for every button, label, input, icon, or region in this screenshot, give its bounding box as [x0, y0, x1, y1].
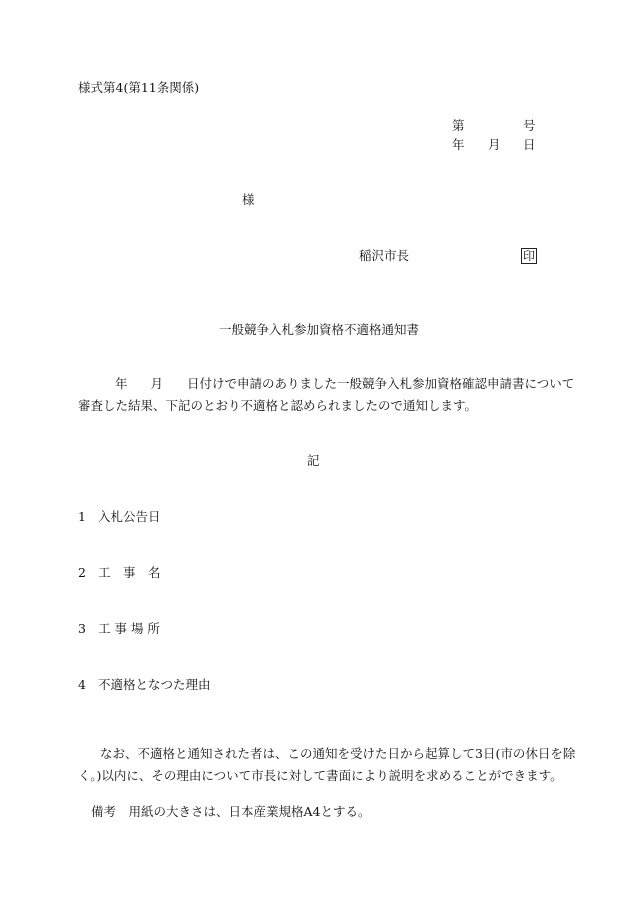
- item-number: 3: [78, 621, 86, 636]
- item-label: 工 事 場 所: [98, 621, 160, 636]
- reference-dai: 第: [452, 118, 465, 133]
- item-1: [78, 511, 161, 524]
- intro-year: 年: [115, 376, 128, 391]
- item-label: 工 事 名: [98, 565, 161, 580]
- item-2: [78, 567, 161, 580]
- item-label: 不適格となつた理由: [98, 677, 211, 692]
- issuer-name: 稲沢市長: [359, 248, 410, 263]
- intro-line-2: 審査した結果、下記のとおり不適格と認められましたので通知します。: [78, 398, 478, 413]
- note-line-1: なお、不適格と通知された者は、この通知を受けた日から起算して3日(市の休日を除: [100, 746, 576, 761]
- seal-mark: 印: [523, 249, 536, 263]
- date-day: 日: [523, 137, 536, 152]
- issuer-seal: [519, 248, 537, 264]
- item-number: 1: [78, 509, 86, 524]
- item-number: 4: [78, 677, 86, 692]
- item-number: 2: [78, 565, 86, 580]
- reference-go: 号: [523, 118, 536, 133]
- intro-text: 日付けで申請のありました一般競争入札参加資格確認申請書について: [187, 376, 575, 391]
- item-3: [78, 623, 160, 636]
- reference-number-line: [452, 118, 536, 133]
- item-label: 入札公告日: [98, 509, 161, 524]
- document-title: 一般競争入札参加資格不適格通知書: [219, 322, 420, 337]
- remark: 備考 用紙の大きさは、日本産業規格A4とする。: [91, 804, 371, 819]
- date-month: 月: [488, 137, 501, 152]
- note-line-2: く。)以内に、その理由について市長に対して書面により説明を求めることができます。: [78, 768, 563, 783]
- intro-month: 月: [150, 376, 164, 391]
- date-year: 年: [452, 137, 465, 152]
- date-line: [452, 137, 536, 152]
- ki-heading: 記: [307, 453, 320, 468]
- intro-line-1: [78, 378, 574, 391]
- addressee-suffix: 様: [242, 192, 255, 207]
- form-label: 様式第4(第11条関係): [78, 80, 200, 95]
- item-4: [78, 679, 211, 692]
